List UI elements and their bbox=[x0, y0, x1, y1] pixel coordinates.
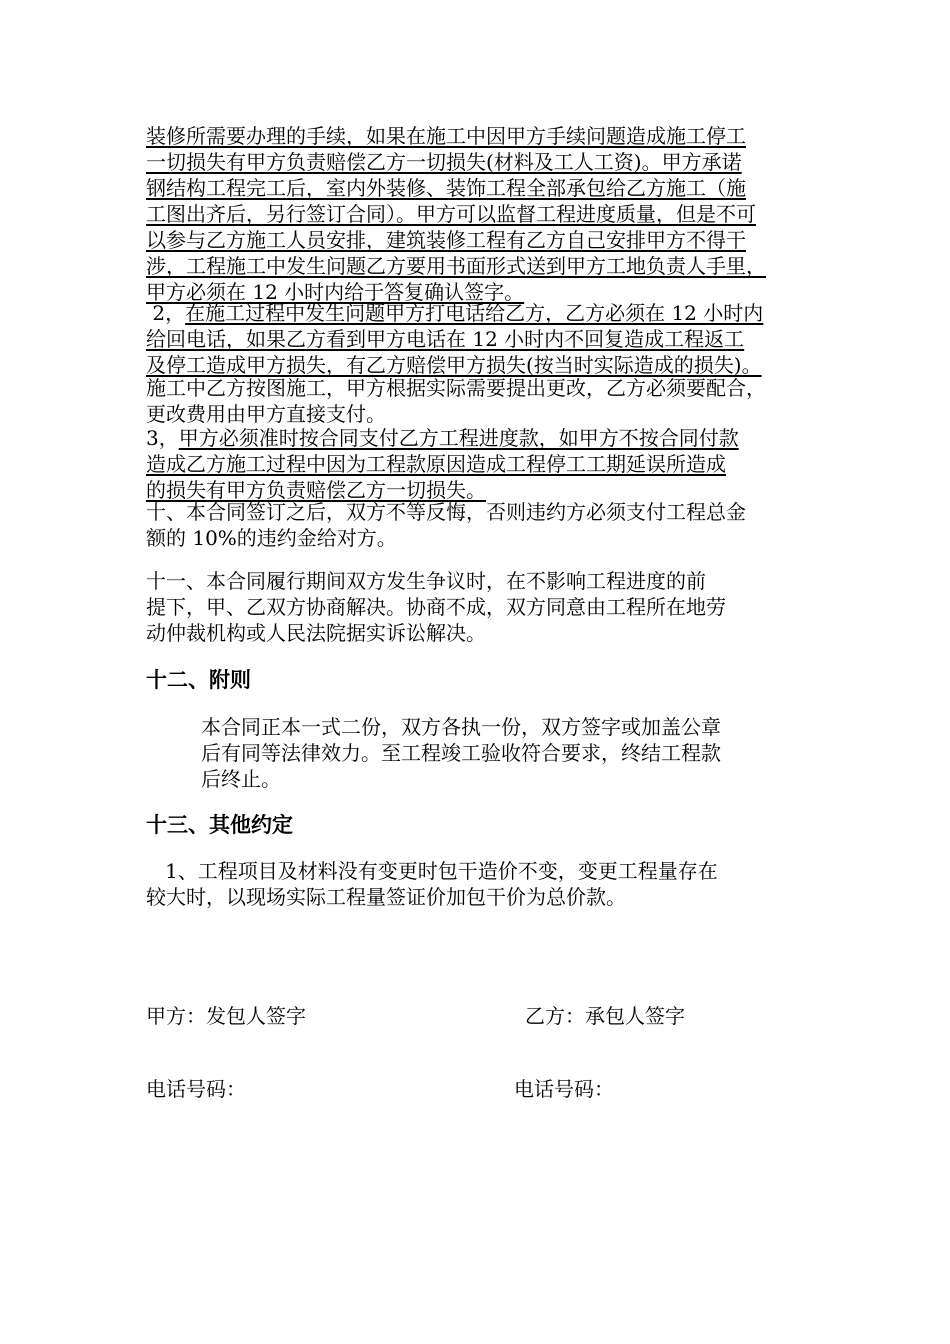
clause-line: 一切损失有甲方负责赔偿乙方一切损失(材料及工人工资)。甲方承诺 bbox=[146, 150, 742, 174]
section-13-line: 较大时，以现场实际工程量签证价加包干价为总价款。 bbox=[146, 885, 626, 909]
item-3-line: 造成乙方施工过程中因为工程款原因造成工程停工工期延误所造成 bbox=[146, 452, 726, 476]
item-2 bbox=[146, 300, 763, 326]
item-3-number: 3， bbox=[146, 426, 179, 450]
clause-line: 以参与乙方施工人员安排，建筑装修工程有乙方自己安排甲方不得干 bbox=[146, 228, 746, 252]
clause-line: 装修所需要办理的手续，如果在施工中因甲方手续问题造成施工停工 bbox=[146, 124, 746, 148]
clause-line: 涉，工程施工中发生问题乙方要用书面形式送到甲方工地负责人手里， bbox=[146, 254, 766, 278]
section-12-line: 后终止。 bbox=[201, 767, 281, 791]
section-12-line: 本合同正本一式二份，双方各执一份，双方签字或加盖公章 bbox=[201, 715, 721, 739]
section-12-line: 后有同等法律效力。至工程竣工验收符合要求，终结工程款 bbox=[201, 741, 721, 765]
item-2-plain-line: 更改费用由甲方直接支付。 bbox=[146, 402, 386, 426]
item-2-plain-line: 施工中乙方按图施工，甲方根据实际需要提出更改，乙方必须要配合， bbox=[146, 376, 766, 400]
section-11-line: 十一、本合同履行期间双方发生争议时，在不影响工程进度的前 bbox=[146, 569, 706, 593]
item-2-number: 2， bbox=[146, 301, 186, 325]
section-11-line: 提下，甲、乙双方协商解决。协商不成，双方同意由工程所在地劳 bbox=[146, 595, 726, 619]
clause-line: 工图出齐后，另行签订合同）。甲方可以监督工程进度质量，但是不可 bbox=[146, 202, 756, 226]
item-3-line: 甲方必须准时按合同支付乙方工程进度款，如甲方不按合同付款 bbox=[178, 426, 739, 450]
item-3-line: 的损失有甲方负责赔偿乙方一切损失。 bbox=[146, 478, 486, 502]
party-a-signature-label: 甲方：发包人签字 bbox=[146, 1004, 306, 1028]
section-12-heading: 十二、附则 bbox=[146, 667, 251, 692]
clause-line: 甲方必须在 12 小时内给于答复确认签字。 bbox=[146, 280, 525, 304]
section-10-line: 额的 10%的违约金给对方。 bbox=[146, 526, 397, 550]
item-2-line: 给回电话，如果乙方看到甲方电话在 12 小时内不回复造成工程返工 bbox=[146, 327, 745, 351]
item-3 bbox=[146, 425, 739, 451]
item-2-line: 及停工造成甲方损失，有乙方赔偿甲方损失(按当时实际造成的损失)。 bbox=[146, 353, 762, 377]
party-a-phone-label: 电话号码： bbox=[146, 1077, 246, 1101]
section-13-heading: 十三、其他约定 bbox=[146, 812, 293, 837]
section-11-line: 动仲裁机构或人民法院据实诉讼解决。 bbox=[146, 621, 486, 645]
party-b-signature-label: 乙方：承包人签字 bbox=[525, 1004, 685, 1028]
clause-line: 钢结构工程完工后，室内外装修、装饰工程全部承包给乙方施工（施 bbox=[146, 176, 746, 200]
section-10-line: 十、本合同签订之后，双方不等反悔，否则违约方必须支付工程总金 bbox=[146, 500, 746, 524]
section-13-line: 1、工程项目及材料没有变更时包干造价不变，变更工程量存在 bbox=[146, 859, 718, 883]
party-b-phone-label: 电话号码： bbox=[514, 1077, 614, 1101]
item-2-line: 在施工过程中发生问题甲方打电话给乙方，乙方必须在 12 小时内 bbox=[185, 301, 764, 325]
